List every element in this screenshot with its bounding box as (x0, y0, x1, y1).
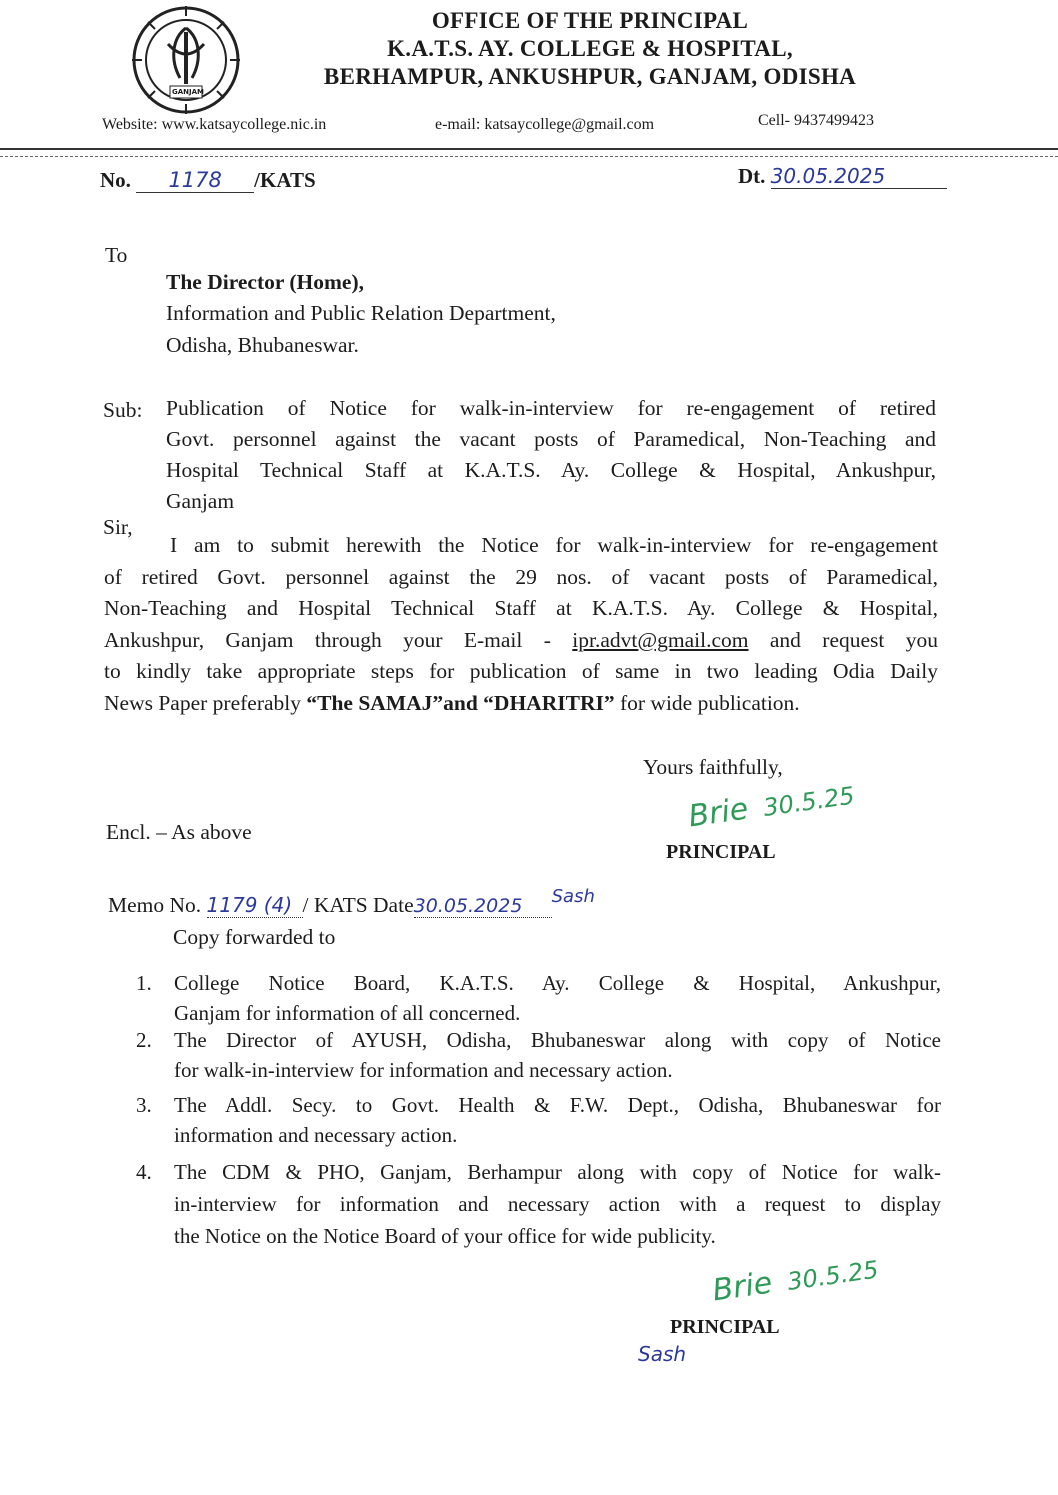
newspaper-names: “The SAMAJ”and “DHARITRI” (306, 690, 615, 715)
list-item: 2. The Director of AYUSH, Odisha, Bhubaneswar along with copy of Notice for walk-in-interview for information and necessary action. (136, 1028, 941, 1082)
principal-signature: Brie 30.5.25 (686, 781, 857, 835)
college-address: BERHAMPUR, ANKUSHPUR, GANJAM, ODISHA (323, 64, 857, 89)
body-line: News Paper preferably “The SAMAJ”and “DHARITRI” for wide publication. (104, 690, 800, 715)
college-logo (120, 4, 252, 120)
reference-date (738, 164, 947, 189)
subject-text (166, 393, 936, 517)
body-line: Ankushpur, Ganjam through your E-mail - ipr.advt@gmail.com and request you (104, 627, 938, 652)
college-name: K.A.T.S. AY. COLLEGE & HOSPITAL, (387, 36, 793, 61)
ref-no-suffix: /KATS (254, 168, 316, 192)
principal-signature-2: Brie 30.5.25 (710, 1255, 881, 1309)
memo-initials: Sash (551, 886, 595, 907)
list-item: 4. The CDM & PHO, Ganjam, Berhampur along with copy of Notice for walk- in-interview for information and necessary action with a request to display the Notice on the Notice Board of your office for wide publicity. (136, 1160, 941, 1248)
website-text: Website: www.katsaycollege.nic.in (102, 116, 327, 133)
body-line: Non-Teaching and Hospital Technical Staff at K.A.T.S. Ay. College & Hospital, (104, 596, 938, 620)
body-line: I am to submit herewith the Notice for walk-in-interview for re-engagement (170, 533, 938, 557)
subject-line: Govt. personnel against the vacant posts of Paramedical, Non-Teaching and (166, 427, 936, 451)
date-label: Dt. (738, 164, 766, 188)
yours-faithfully: Yours faithfully, (643, 755, 783, 779)
body-paragraph (104, 530, 938, 719)
address-line-2: Odisha, Bhubaneswar. (166, 333, 359, 357)
body-line: of retired Govt. personnel against the 29 nos. of vacant posts of Paramedical, (104, 564, 938, 589)
office-title: OFFICE OF THE PRINCIPAL (431, 8, 749, 33)
logo-caption: GANJAM (172, 88, 205, 96)
memo-number: 1179 (4) (207, 893, 303, 918)
header-divider-dashed (0, 156, 1058, 157)
subject-line: Ganjam (166, 489, 235, 513)
date-value: 30.05.2025 (771, 164, 947, 189)
subject-line: Hospital Technical Staff at K.A.T.S. Ay. College & Hospital, Ankushpur, (166, 458, 936, 482)
body-line: to kindly take appropriate steps for publication of same in two leading Odia Daily (104, 659, 938, 683)
addressee: The Director (Home), (166, 270, 365, 294)
copy-forwarded-label: Copy forwarded to (173, 925, 336, 949)
reference-number (100, 168, 316, 193)
ipr-email-link[interactable]: ipr.advt@gmail.com (572, 627, 749, 652)
to-label: To (105, 243, 128, 267)
ref-no-value: 1178 (136, 168, 254, 193)
dealing-initials: Sash (638, 1342, 687, 1366)
memo-date: 30.05.2025 (414, 895, 552, 918)
list-item: 1. College Notice Board, K.A.T.S. Ay. College & Hospital, Ankushpur, Ganjam for information of all concerned. (136, 971, 941, 1025)
enclosure-note: Encl. – As above (106, 820, 252, 844)
subject-label: Sub: (103, 398, 143, 422)
ref-no-label: No. (100, 168, 131, 192)
designation-principal: PRINCIPAL (666, 841, 776, 863)
designation-principal-2: PRINCIPAL (670, 1316, 780, 1338)
memo-line: Memo No. 1179 (4) / KATS Date30.05.2025 $^{Sash}$ (108, 886, 595, 917)
email-text: e-mail: katsaycollege@gmail.com (435, 116, 655, 133)
subject-line: Publication of Notice for walk-in-interview for re-engagement of retired (166, 396, 936, 420)
header-divider (0, 148, 1058, 150)
salutation: Sir, (103, 515, 133, 539)
cell-text: Cell- 9437499423 (758, 112, 874, 129)
address-line-1: Information and Public Relation Department, (166, 301, 556, 325)
list-item: 3. The Addl. Secy. to Govt. Health & F.W. Dept., Odisha, Bhubaneswar for information and necessary action. (136, 1093, 941, 1147)
